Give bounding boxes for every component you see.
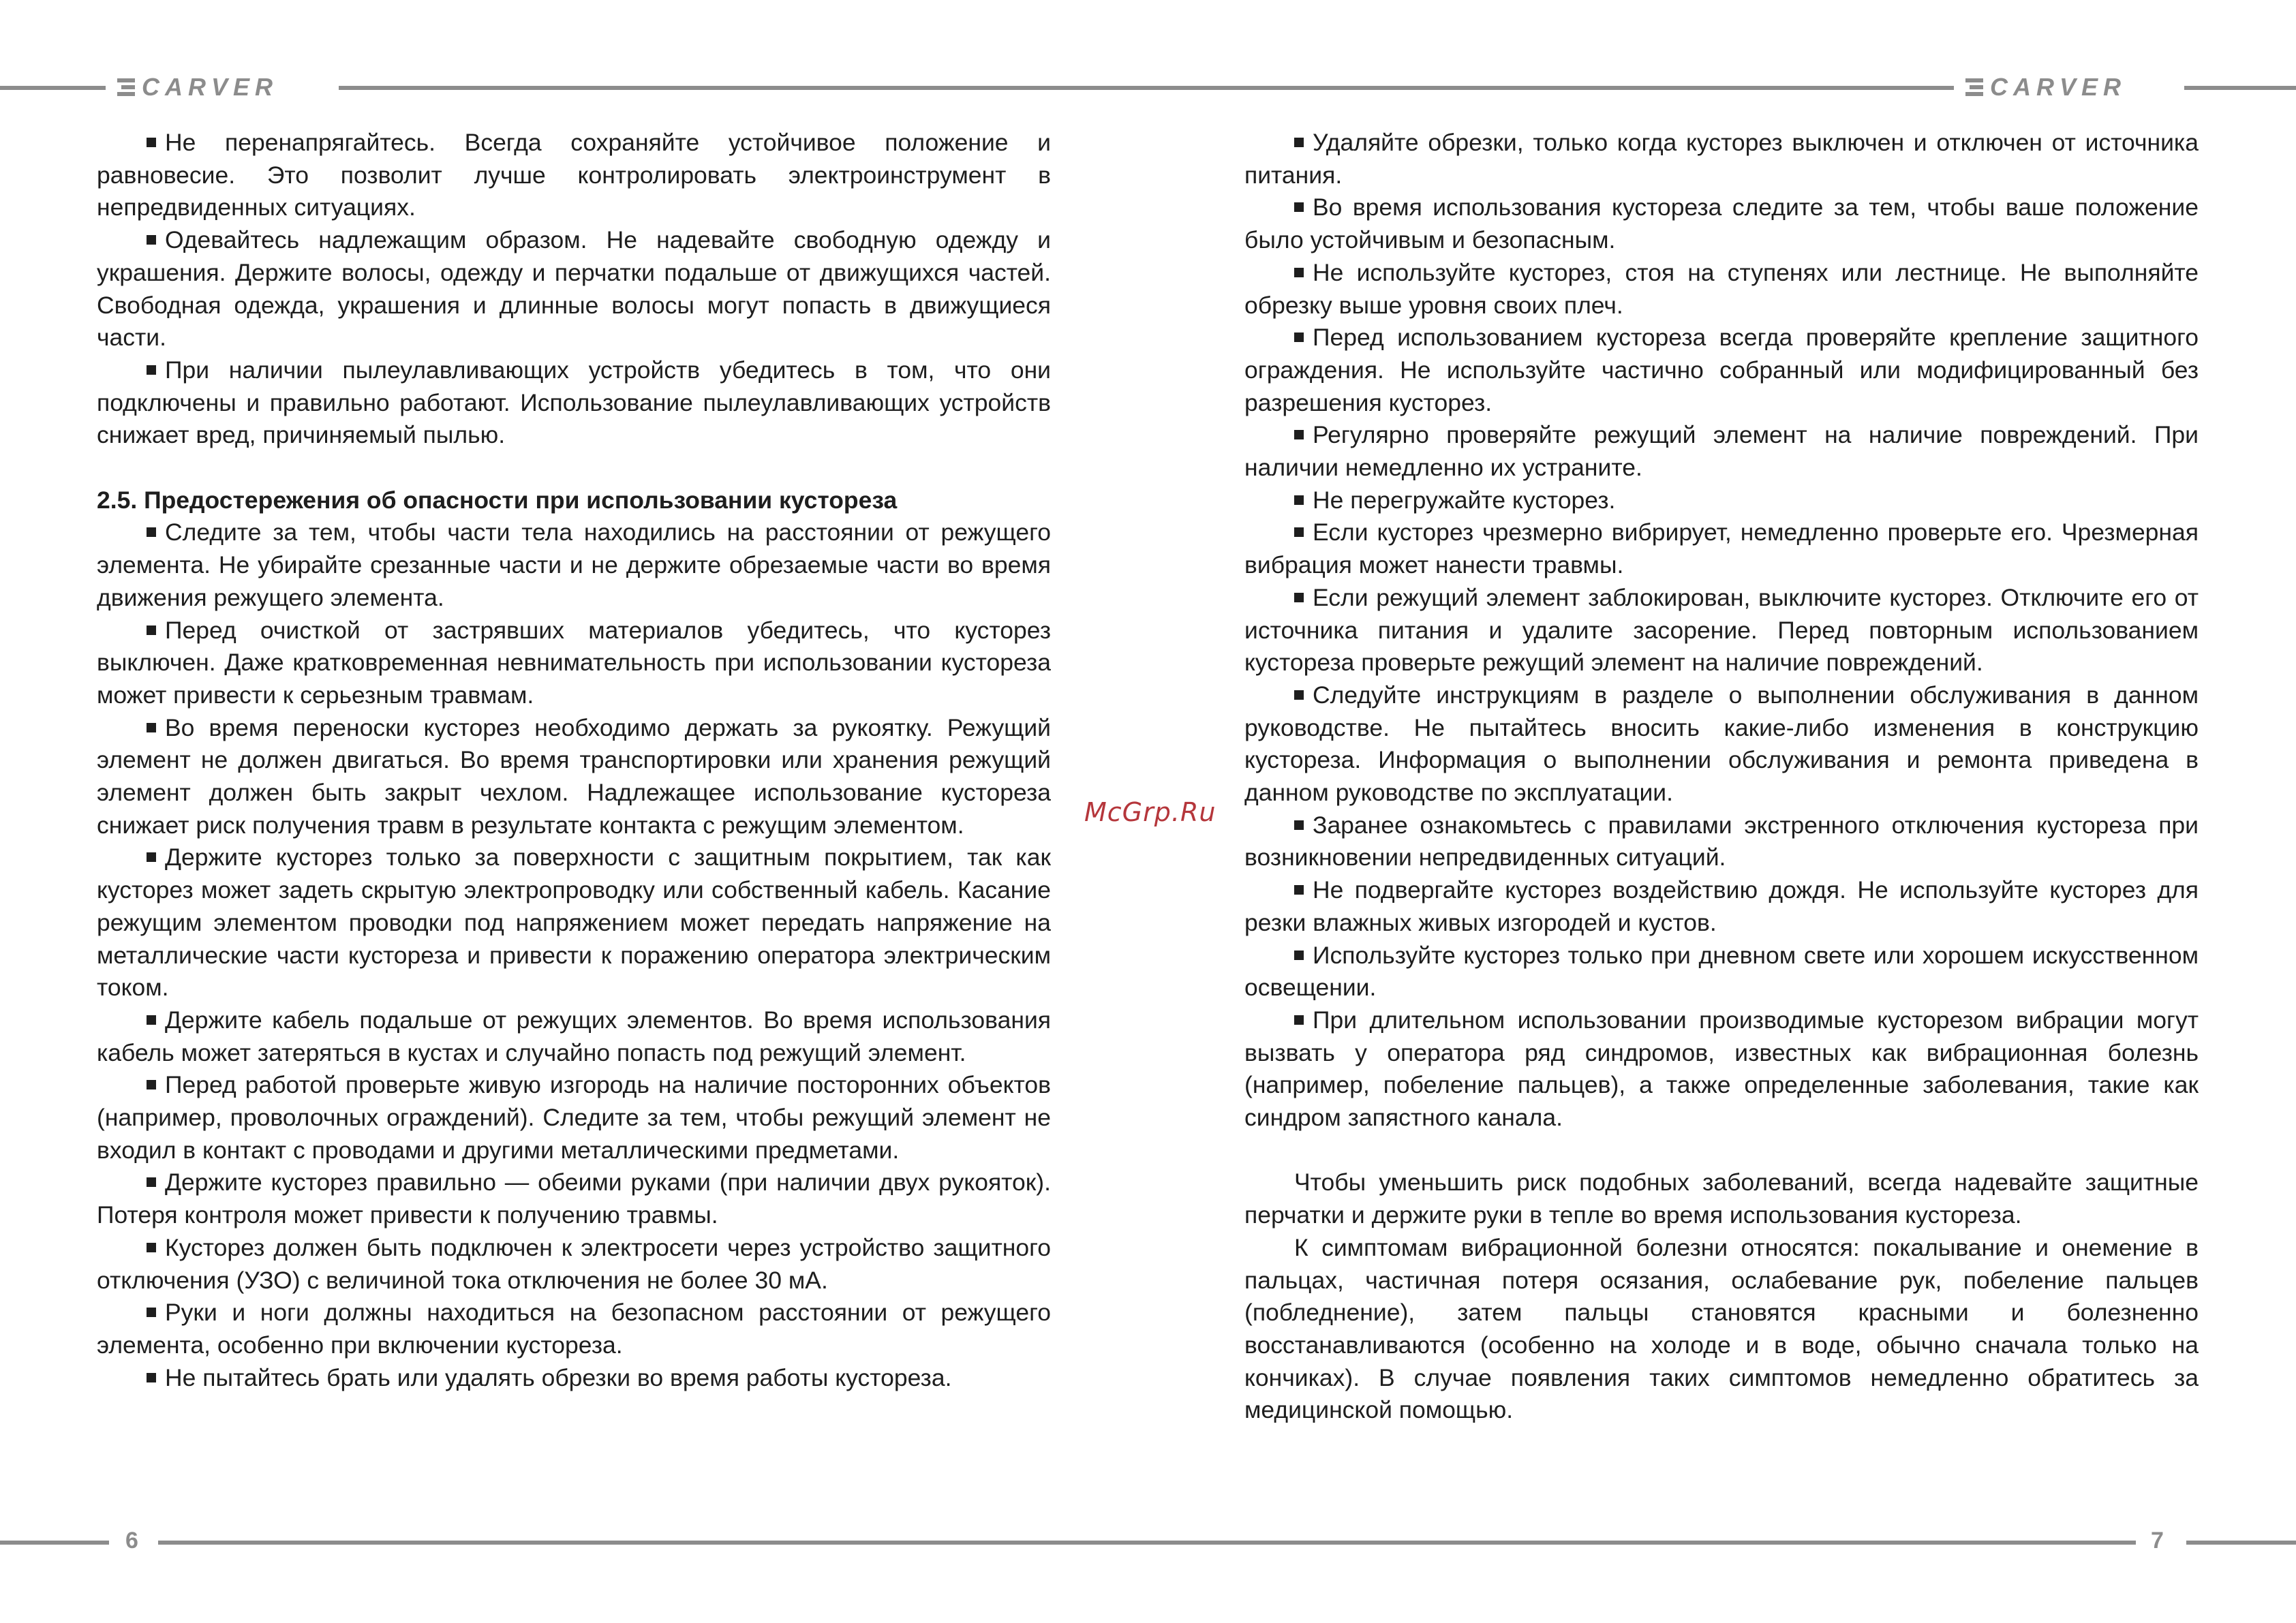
brand-name-left: CARVER bbox=[142, 73, 279, 101]
list-item: Если кусторез чрезмерно вибрирует, немедленно проверьте его. Чрезмерная вибрация может нанести травмы. bbox=[1244, 516, 2199, 581]
body-paragraph: Чтобы уменьшить риск подобных заболеваний, всегда надевайте защитные перчатки и держите руки в тепле во время использования кустореза. bbox=[1244, 1169, 2199, 1229]
brand-name-right: CARVER bbox=[1990, 73, 2127, 101]
list-item: Одевайтесь надлежащим образом. Не надевайте свободную одежду и украшения. Держите волосы, одежду и перчатки подальше от движущихся частей. Свободная одежда, украшения и длинные волосы могут попасть в движущиеся части. bbox=[97, 224, 1051, 354]
list-item: Перед очисткой от застрявших материалов убедитесь, что кусторез выключен. Даже кратковременная невнимательность при использовании кустореза может привести к серьезным травмам. bbox=[97, 615, 1051, 712]
header-rule-left-a bbox=[0, 86, 106, 90]
brand-logo-right bbox=[1965, 74, 2126, 101]
list-item: Используйте кусторез только при дневном свете или хорошем искусственном освещении. bbox=[1244, 940, 2199, 1004]
list-item: При длительном использовании производимые кусторезом вибрации могут вызвать у оператора ряд синдромов, известных как вибрационная болезнь (например, побеление пальцев), а также определенные заболевания, такие как синдром запястного канала. bbox=[1244, 1004, 2199, 1134]
list-item: Во время использования кустореза следите за тем, чтобы ваше положение было устойчивым и безопасным. bbox=[1244, 191, 2199, 256]
list-item: Не подвергайте кусторез воздействию дождя. Не используйте кусторез для резки влажных живых изгородей и кустов. bbox=[1244, 874, 2199, 939]
list-item: Не используйте кусторез, стоя на ступенях или лестнице. Не выполняйте обрезку выше уровня своих плеч. bbox=[1244, 257, 2199, 322]
list-item: Держите кабель подальше от режущих элементов. Во время использования кабель может затеряться в кустах и случайно попасть под режущий элемент. bbox=[97, 1004, 1051, 1069]
page-number-left: 6 bbox=[125, 1528, 138, 1554]
list-item: Кусторез должен быть подключен к электросети через устройство защитного отключения (УЗО) с величиной тока отключения не более 30 мА. bbox=[97, 1232, 1051, 1297]
footer-rule-left-a bbox=[0, 1541, 109, 1545]
list-item: Следуйте инструкциям в разделе о выполнении обслуживания в данном руководстве. Не пытайтесь вносить какие-либо изменения в конструкцию кустореза. Информация о выполнении обслуживания и ремонта приведена в данном руководстве по эксплуатации. bbox=[1244, 679, 2199, 809]
section-title: 2.5. Предостережения об опасности при использовании кустореза bbox=[97, 486, 898, 514]
right-column bbox=[1244, 127, 2199, 1427]
body-paragraph: К симптомам вибрационной болезни относятся: покалывание и онемение в пальцах, частичная потеря осязания, ослабевание рук, побеление пальцев (побледнение), затем пальцы становятся красными и болезненно восстанавливаются (особенно на холоде и в воде, обычно сначала только на кончиках). В случае появления таких симптомов немедленно обратитесь за медицинской помощью. bbox=[1244, 1233, 2199, 1424]
list-item: При наличии пылеулавливающих устройств убедитесь в том, что они подключены и правильно работают. Использование пылеулавливающих устройств снижает вред, причиняемый пылью. bbox=[97, 354, 1051, 452]
list-item: Перед использованием кустореза всегда проверяйте крепление защитного ограждения. Не используйте частично собранный или модифицированный без разрешения кусторез. bbox=[1244, 322, 2199, 419]
page-number-right: 7 bbox=[2151, 1528, 2164, 1554]
brand-logo-left bbox=[117, 74, 278, 101]
footer-rule-right bbox=[2186, 1541, 2296, 1545]
brand-mark-icon bbox=[117, 78, 135, 96]
footer-rule-mid bbox=[158, 1541, 2136, 1545]
left-column bbox=[97, 127, 1051, 1394]
list-item: Не перегружайте кусторез. bbox=[1244, 484, 2199, 517]
list-item: Держите кусторез только за поверхности с защитным покрытием, так как кусторез может задеть скрытую электропроводку или собственный кабель. Касание режущим элементом проводки под напряжением может передать напряжение на металлические части кустореза и привести к поражению оператора электрическим током. bbox=[97, 841, 1051, 1004]
list-item: Удаляйте обрезки, только когда кусторез выключен и отключен от источника питания. bbox=[1244, 127, 2199, 191]
list-item: Следите за тем, чтобы части тела находились на расстоянии от режущего элемента. Не убирайте срезанные части и не держите обрезаемые части во время движения режущего элемента. bbox=[97, 516, 1051, 614]
list-item: Держите кусторез правильно — обеими руками (при наличии двух рукояток). Потеря контроля может привести к получению травмы. bbox=[97, 1166, 1051, 1231]
header-rule-right bbox=[2184, 86, 2296, 90]
list-item: Во время переноски кусторез необходимо держать за рукоятку. Режущий элемент не должен двигаться. Во время транспортировки или хранения режущий элемент должен быть закрыт чехлом. Надлежащее использование кустореза снижает риск получения травм в результате контакта с режущим элементом. bbox=[97, 712, 1051, 842]
list-item: Не пытайтесь брать или удалять обрезки во время работы кустореза. bbox=[97, 1362, 1051, 1395]
list-item: Не перенапрягайтесь. Всегда сохраняйте устойчивое положение и равновесие. Это позволит лучше контролировать электроинструмент в непредвиденных ситуациях. bbox=[97, 127, 1051, 224]
header-rule-left-b bbox=[339, 86, 1954, 90]
brand-mark-icon bbox=[1965, 78, 1983, 96]
list-item: Если режущий элемент заблокирован, выключите кусторез. Отключите его от источника питания и удалите засорение. Перед повторным использованием кустореза проверьте режущий элемент на наличие повреждений. bbox=[1244, 582, 2199, 679]
watermark-text: McGrp.Ru bbox=[1084, 797, 1216, 827]
list-item: Перед работой проверьте живую изгородь на наличие посторонних объектов (например, проволочных ограждений). Следите за тем, чтобы режущий элемент не входил в контакт с проводами и другими металлическими предметами. bbox=[97, 1069, 1051, 1166]
list-item: Руки и ноги должны находиться на безопасном расстоянии от режущего элемента, особенно при включении кустореза. bbox=[97, 1297, 1051, 1361]
list-item: Регулярно проверяйте режущий элемент на наличие повреждений. При наличии немедленно их устраните. bbox=[1244, 419, 2199, 484]
list-item: Заранее ознакомьтесь с правилами экстренного отключения кустореза при возникновении непредвиденных ситуаций. bbox=[1244, 809, 2199, 874]
